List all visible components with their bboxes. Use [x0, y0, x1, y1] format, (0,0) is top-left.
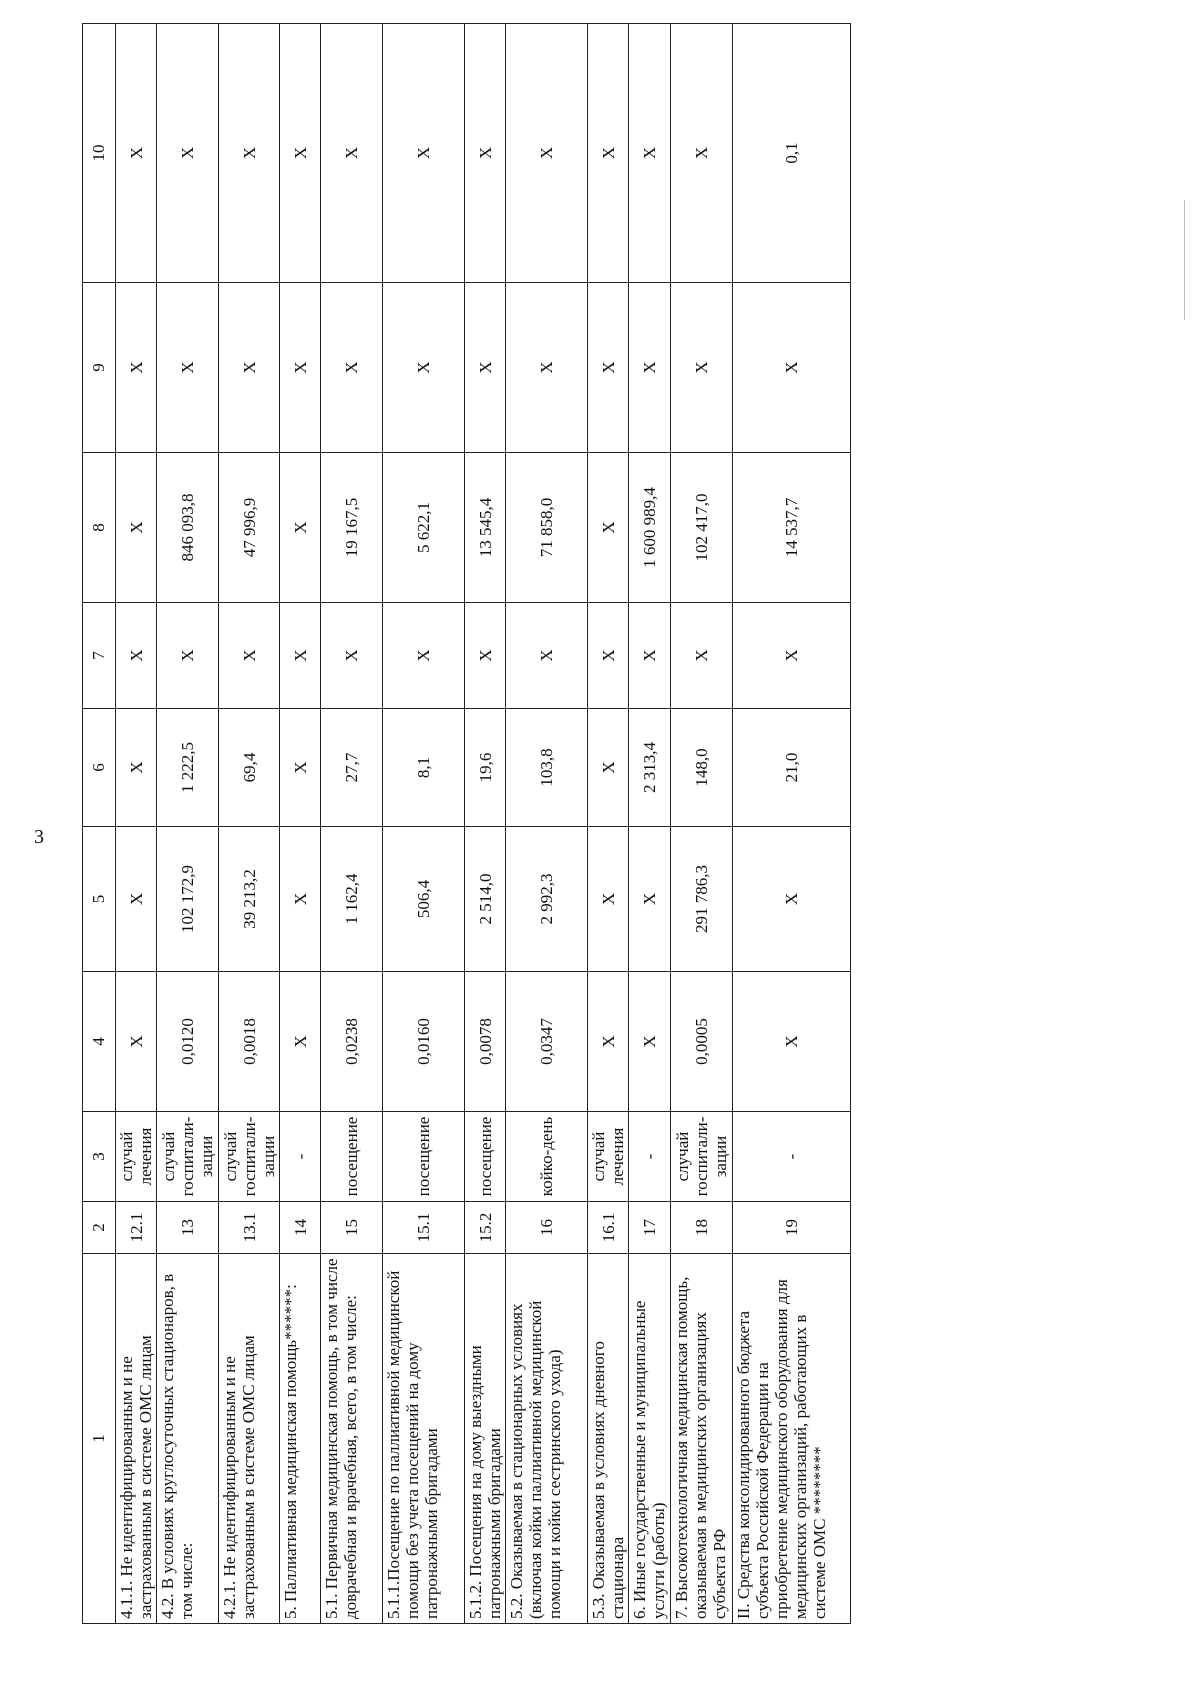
column-header-8: 8 [83, 453, 116, 603]
table-cell: Х [506, 24, 588, 283]
table-row [629, 24, 671, 1624]
table-cell: Х [321, 603, 383, 709]
column-header-7: 7 [83, 603, 116, 709]
table-cell: Х [588, 603, 629, 709]
table-cell: Х [465, 603, 506, 709]
table-row [321, 24, 383, 1624]
column-header-2: 2 [83, 1202, 116, 1254]
table-cell: 12.1 [116, 1202, 157, 1254]
table-cell: - [733, 1112, 851, 1202]
table-cell: 0,0120 [157, 972, 219, 1112]
table-cell: Х [733, 827, 851, 972]
table-body [116, 24, 851, 1624]
table-cell: Х [157, 283, 219, 453]
table-cell: 16.1 [588, 1202, 629, 1254]
table-cell: 102 172,9 [157, 827, 219, 972]
table-cell: Х [321, 24, 383, 283]
row-description: 4.1.1. Не идентифицированным и не застрахованным в системе ОМС лицам [116, 1254, 157, 1624]
row-description: 5.2. Оказываемая в стационарных условиях (включая койки паллиативной медицинской помощи и койки сестринского ухода) [506, 1254, 588, 1624]
table-cell: 2 313,4 [629, 709, 671, 827]
table-cell: 19,6 [465, 709, 506, 827]
table-cell: Х [588, 24, 629, 283]
table-cell: 0,0238 [321, 972, 383, 1112]
column-header-6: 6 [83, 709, 116, 827]
table-cell: Х [280, 709, 321, 827]
column-header-4: 4 [83, 972, 116, 1112]
page-number: 3 [34, 826, 44, 848]
row-description: 5.1.2. Посещения на дому выездными патронажными бригадами [465, 1254, 506, 1624]
table-cell: Х [588, 972, 629, 1112]
table-cell: Х [588, 283, 629, 453]
table-row [383, 24, 465, 1624]
table-cell: Х [280, 453, 321, 603]
margin-line [1184, 200, 1185, 320]
row-description: 4.2. В условиях круглосуточных стационаров, в том числе: [157, 1254, 219, 1624]
row-description: 7. Высокотехнологичная медицинская помощь, оказываемая в медицинских организациях субъекта РФ [671, 1254, 733, 1624]
table-cell: Х [506, 283, 588, 453]
header-row [83, 24, 116, 1624]
table-cell: 18 [671, 1202, 733, 1254]
table-cell: 14 [280, 1202, 321, 1254]
table-cell: Х [280, 972, 321, 1112]
column-header-10: 10 [83, 24, 116, 283]
table-cell: Х [116, 453, 157, 603]
table-cell: Х [383, 283, 465, 453]
table-cell: Х [629, 972, 671, 1112]
table-cell: Х [629, 283, 671, 453]
table-cell: 506,4 [383, 827, 465, 972]
table-row [280, 24, 321, 1624]
table-row [588, 24, 629, 1624]
table-cell: 13 [157, 1202, 219, 1254]
table-cell: посещение [465, 1112, 506, 1202]
table-cell: 39 213,2 [219, 827, 280, 972]
table-cell: 1 222,5 [157, 709, 219, 827]
row-description: 4.2.1. Не идентифицированным и не застрахованным в системе ОМС лицам [219, 1254, 280, 1624]
table-cell: 148,0 [671, 709, 733, 827]
table-row [219, 24, 280, 1624]
table-cell: Х [465, 283, 506, 453]
table-cell: Х [733, 603, 851, 709]
table-cell: 47 996,9 [219, 453, 280, 603]
table-cell: 0,0018 [219, 972, 280, 1112]
table-cell: 8,1 [383, 709, 465, 827]
table-cell: 14 537,7 [733, 453, 851, 603]
table-cell: 291 786,3 [671, 827, 733, 972]
table-cell: Х [157, 603, 219, 709]
table-cell: 102 417,0 [671, 453, 733, 603]
table-cell: 0,1 [733, 24, 851, 283]
row-description: II. Средства консолидированного бюджета субъекта Российской Федерации на приобретение медицинского оборудования для медицинских организаций, работающих в системе ОМС ******** [733, 1254, 851, 1624]
table-cell: Х [116, 24, 157, 283]
table-cell: Х [280, 827, 321, 972]
table-cell: Х [157, 24, 219, 283]
table-cell: 0,0347 [506, 972, 588, 1112]
table-cell: 15 [321, 1202, 383, 1254]
table-cell: койко-день [506, 1112, 588, 1202]
column-header-5: 5 [83, 827, 116, 972]
table-cell: 27,7 [321, 709, 383, 827]
table-cell: Х [116, 827, 157, 972]
table-cell: посещение [383, 1112, 465, 1202]
table-cell: Х [321, 283, 383, 453]
table-cell: Х [588, 709, 629, 827]
table-cell: случай госпитали-зации [219, 1112, 280, 1202]
table-cell: 71 858,0 [506, 453, 588, 603]
row-description: 5.1.1.Посещение по паллиативной медицинской помощи без учета посещений на дому патронажными бригадами [383, 1254, 465, 1624]
table-cell: Х [588, 453, 629, 603]
column-header-1: 1 [83, 1254, 116, 1624]
table-cell: 13 545,4 [465, 453, 506, 603]
row-description: 5.1. Первичная медицинская помощь, в том числе доврачебная и врачебная, всего, в том числе: [321, 1254, 383, 1624]
table-cell: Х [629, 827, 671, 972]
table-cell: 16 [506, 1202, 588, 1254]
table-cell: 1 600 989,4 [629, 453, 671, 603]
table-row [506, 24, 588, 1624]
table-cell: 103,8 [506, 709, 588, 827]
table-row [157, 24, 219, 1624]
table-cell: Х [733, 283, 851, 453]
table-cell: Х [280, 603, 321, 709]
table-cell: 19 167,5 [321, 453, 383, 603]
table-cell: 0,0005 [671, 972, 733, 1112]
column-header-9: 9 [83, 283, 116, 453]
table-cell: посещение [321, 1112, 383, 1202]
table-cell: 0,0160 [383, 972, 465, 1112]
table-cell: Х [671, 24, 733, 283]
table-cell: 846 093,8 [157, 453, 219, 603]
financing-table [82, 23, 851, 1624]
rotated-table-container [82, 24, 851, 1624]
row-description: 6. Иные государственные и муниципальные услуги (работы) [629, 1254, 671, 1624]
table-cell: Х [116, 283, 157, 453]
table-cell: 21,0 [733, 709, 851, 827]
table-cell: Х [671, 603, 733, 709]
table-cell: 2 514,0 [465, 827, 506, 972]
table-cell: 13.1 [219, 1202, 280, 1254]
table-cell: Х [383, 24, 465, 283]
table-cell: Х [465, 24, 506, 283]
table-cell: Х [733, 972, 851, 1112]
table-cell: Х [588, 827, 629, 972]
table-row [116, 24, 157, 1624]
table-cell: 69,4 [219, 709, 280, 827]
table-cell: 19 [733, 1202, 851, 1254]
table-cell: 15.2 [465, 1202, 506, 1254]
table-cell: 1 162,4 [321, 827, 383, 972]
table-cell: Х [116, 603, 157, 709]
table-cell: Х [116, 709, 157, 827]
table-cell: Х [280, 283, 321, 453]
table-cell: - [280, 1112, 321, 1202]
table-cell: Х [116, 972, 157, 1112]
table-cell: Х [280, 24, 321, 283]
row-description: 5.3. Оказываемая в условиях дневного стационара [588, 1254, 629, 1624]
table-cell: 15.1 [383, 1202, 465, 1254]
table-cell: Х [383, 603, 465, 709]
table-row [733, 24, 851, 1624]
table-cell: Х [219, 24, 280, 283]
table-cell: Х [671, 283, 733, 453]
table-cell: Х [629, 24, 671, 283]
table-cell: 0,0078 [465, 972, 506, 1112]
table-cell: Х [219, 603, 280, 709]
table-cell: Х [219, 283, 280, 453]
table-cell: Х [506, 603, 588, 709]
table-row [671, 24, 733, 1624]
table-cell: 2 992,3 [506, 827, 588, 972]
table-cell: случай госпитали-зации [157, 1112, 219, 1202]
table-cell: 17 [629, 1202, 671, 1254]
table-cell: случай госпитали-зации [671, 1112, 733, 1202]
table-cell: - [629, 1112, 671, 1202]
table-cell: случай лечения [116, 1112, 157, 1202]
table-cell: случай лечения [588, 1112, 629, 1202]
row-description: 5. Паллиативная медицинская помощь******: [280, 1254, 321, 1624]
table-cell: 5 622,1 [383, 453, 465, 603]
table-row [465, 24, 506, 1624]
table-cell: Х [629, 603, 671, 709]
column-header-3: 3 [83, 1112, 116, 1202]
